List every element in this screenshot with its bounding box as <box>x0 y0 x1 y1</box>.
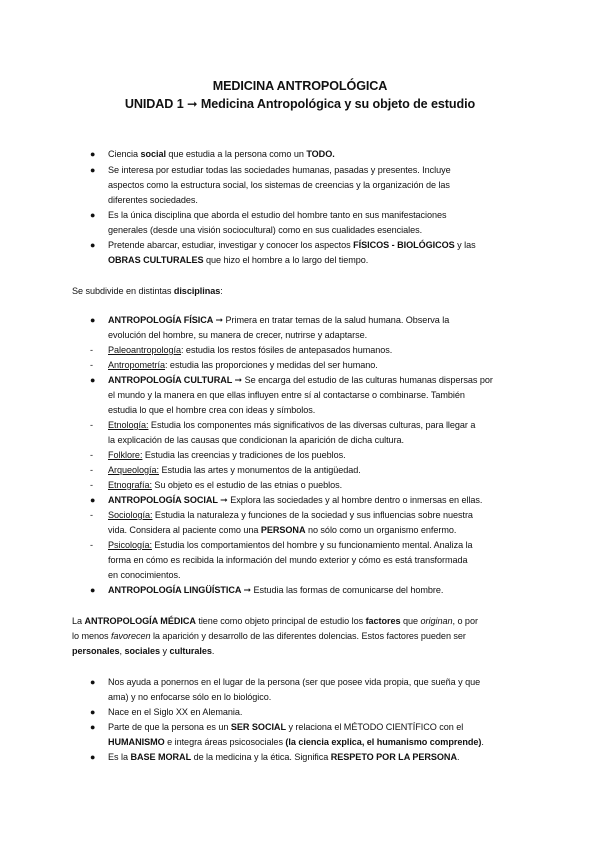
text-line: Nos ayuda a ponernos en el lugar de la persona (ser que posee vida propia, que sueña y que <box>108 677 481 687</box>
text-line: OBRAS CULTURALES que hizo el hombre a lo largo del tiempo. <box>108 255 369 265</box>
bullet-icon: ● <box>90 722 96 732</box>
text-line: aspectos como la estructura social, los sistemas de creencias y la organización de las <box>108 180 450 190</box>
bullet-icon: ● <box>90 495 96 505</box>
bullet-icon: ● <box>90 707 96 717</box>
text-line: Parte de que la persona es un SER SOCIAL y relaciona el MÉTODO CIENTÍFICO con el <box>108 722 464 732</box>
text-line: Paleoantropología: estudia los restos fósiles de antepasados humanos. <box>108 345 393 355</box>
text-line: Ciencia social que estudia a la persona como un TODO. <box>108 149 335 159</box>
text-line: Nace en el Siglo XX en Alemania. <box>108 707 243 717</box>
text-line: Etnología: Estudia los componentes más significativos de las diversas culturas, para llegar a <box>108 420 476 430</box>
text-line: Arqueología: Estudia las artes y monumentos de la antigüedad. <box>108 465 361 475</box>
dash-marker: - <box>90 360 94 370</box>
dash-marker: - <box>90 450 94 460</box>
bullet-icon: ● <box>90 375 96 385</box>
text-line: Es la BASE MORAL de la medicina y la ética. Significa RESPETO POR LA PERSONA. <box>108 752 460 762</box>
text-line: el mundo y la manera en que ellas influyen entre sí al contactarse o combinarse. También <box>108 390 465 400</box>
text-line: forma en cómo es recibida la información del mundo exterior y cómo es está transformada <box>108 555 468 565</box>
dash-marker: - <box>90 345 94 355</box>
text-line: Antropometría: estudia las proporciones y medidas del ser humano. <box>108 360 378 370</box>
text-line: lo menos favorecen la aparición y desarrollo de las diferentes dolencias. Estos factores pueden ser <box>72 631 466 641</box>
text-line: ANTROPOLOGÍA SOCIAL ➞ Explora las sociedades y al hombre dentro o inmersas en ellas. <box>108 495 483 505</box>
bullet-icon: ● <box>90 210 96 220</box>
dash-marker: - <box>90 480 94 490</box>
text-line: ANTROPOLOGÍA LINGÜÍSTICA ➞ Estudia las formas de comunicarse del hombre. <box>108 585 444 595</box>
bullet-icon: ● <box>90 315 96 325</box>
text-line: Se subdivide en distintas disciplinas: <box>72 286 223 296</box>
text-line: HUMANISMO e integra áreas psicosociales (la ciencia explica, el humanismo comprende). <box>108 737 484 747</box>
text-line: en conocimientos. <box>108 570 181 580</box>
bullet-icon: ● <box>90 165 96 175</box>
text-line: ama) y no enfocarse sólo en lo biológico. <box>108 692 272 702</box>
dash-marker: - <box>90 540 94 550</box>
text-line: la explicación de las causas que condicionan la aparición de dicha cultura. <box>108 435 405 445</box>
bullet-icon: ● <box>90 585 96 595</box>
text-line: diferentes sociedades. <box>108 195 198 205</box>
unit-title: UNIDAD 1 ➞ Medicina Antropológica y su objeto de estudio <box>124 97 476 111</box>
text-line: Pretende abarcar, estudiar, investigar y conocer los aspectos FÍSICOS - BIOLÓGICOS y las <box>108 240 476 250</box>
text-line: ANTROPOLOGÍA CULTURAL ➞ Se encarga del estudio de las culturas humanas dispersas por <box>108 375 493 385</box>
text-line: personales, sociales y culturales. <box>72 646 215 656</box>
text-line: Psicología: Estudia los comportamientos del hombre y su funcionamiento mental. Analiza la <box>108 540 473 550</box>
dash-marker: - <box>90 420 94 430</box>
bullet-icon: ● <box>90 149 96 159</box>
text-line: Folklore: Estudia las creencias y tradiciones de los pueblos. <box>108 450 346 460</box>
text-line: estudia lo que el hombre crea con ideas y símbolos. <box>108 405 316 415</box>
text-line: Se interesa por estudiar todas las sociedades humanas, pasadas y presentes. Incluye <box>108 165 451 175</box>
document-title: MEDICINA ANTROPOLÓGICA <box>212 79 388 93</box>
text-line: Etnografía: Su objeto es el estudio de las etnias o pueblos. <box>108 480 343 490</box>
text-line: evolución del hombre, su manera de crecer, nutrirse y adaptarse. <box>108 330 368 340</box>
dash-marker: - <box>90 465 94 475</box>
dash-marker: - <box>90 510 94 520</box>
bullet-icon: ● <box>90 752 96 762</box>
text-line: Es la única disciplina que aborda el estudio del hombre tanto en sus manifestaciones <box>108 210 447 220</box>
text-line: vida. Considera al paciente como una PERSONA no sólo como un organismo enfermo. <box>108 525 457 535</box>
text-line: Sociología: Estudia la naturaleza y funciones de la sociedad y sus influencias sobre nuestra <box>108 510 473 520</box>
bullet-icon: ● <box>90 677 96 687</box>
bullet-icon: ● <box>90 240 96 250</box>
text-line: generales (desde una visión sociocultural) como en sus cualidades esenciales. <box>108 225 423 235</box>
text-line: ANTROPOLOGÍA FÍSICA ➞ Primera en tratar temas de la salud humana. Observa la <box>108 315 450 325</box>
text-line: La ANTROPOLOGÍA MÉDICA tiene como objeto principal de estudio los factores que originan, o por <box>72 616 478 626</box>
